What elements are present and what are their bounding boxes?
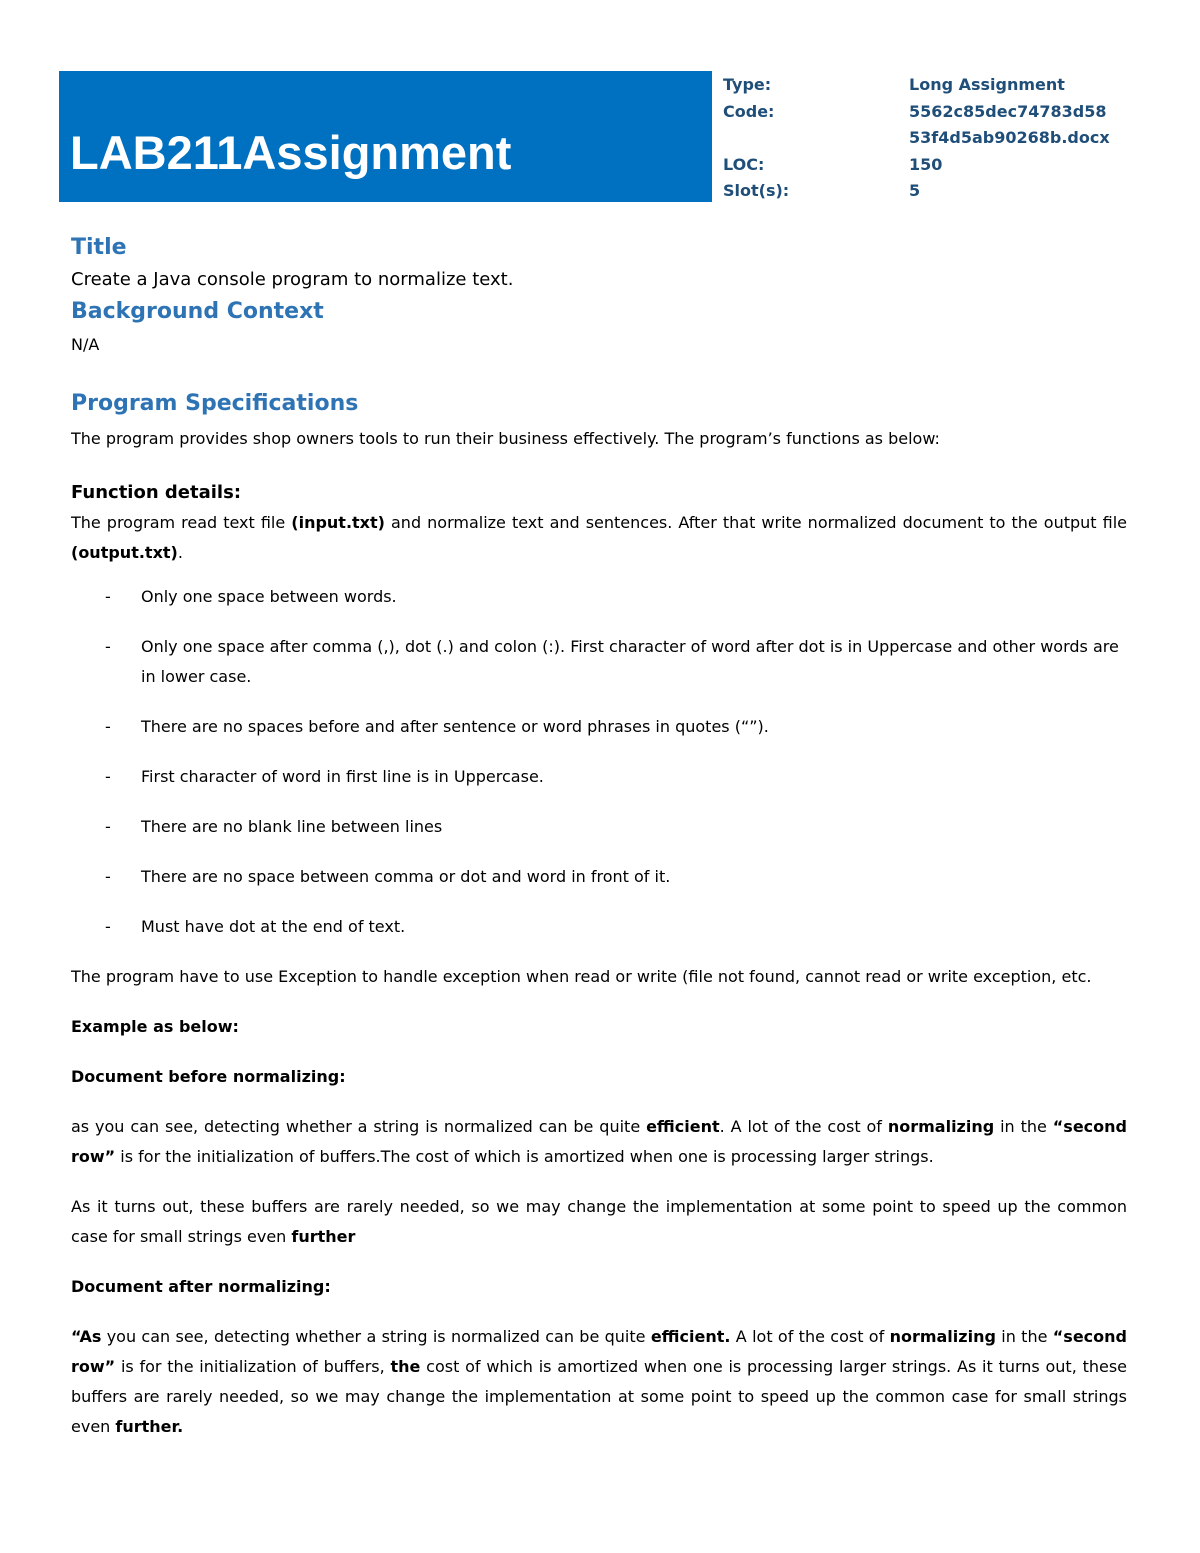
example-text: As it turns out, these buffers are rarely needed, so we may change the implementation at some point to speed up the common case for small strings even — [71, 1197, 1127, 1246]
assignment-meta — [723, 72, 1163, 205]
title-text: Create a Java console program to normalize text. — [71, 269, 514, 290]
dash-bullet: - — [105, 867, 111, 886]
example-text-bold: further — [291, 1227, 356, 1246]
exception-text: The program have to use Exception to handle exception when read or write (file not found, cannot read or write exception, etc. — [71, 967, 1092, 986]
rule-text: Only one space between words. — [141, 587, 397, 606]
rule-text: Must have dot at the end of text. — [141, 917, 406, 936]
meta-value: 5562c85dec74783d58 — [909, 101, 1107, 121]
example-text-bold: efficient — [646, 1117, 720, 1136]
output-filename: (output.txt) — [71, 543, 178, 562]
example-text: as you can see, detecting whether a string is normalized can be quite — [71, 1117, 647, 1136]
meta-label: Type: — [723, 75, 772, 94]
example-text-bold: normalizing — [889, 1327, 996, 1346]
meta-value: 53f4d5ab90268b.docx — [909, 128, 1110, 147]
function-details-heading: Function details: — [71, 482, 242, 503]
example-text-bold: “second row” — [71, 1327, 1127, 1376]
meta-value: Long Assignment — [909, 75, 1065, 94]
rule-text: There are no space between comma or dot and word in front of it. — [141, 867, 671, 886]
meta-value: 150 — [909, 154, 943, 174]
dash-bullet: - — [105, 917, 111, 936]
meta-row-type — [723, 72, 1163, 99]
example-text: is for the initialization of buffers, — [115, 1357, 391, 1376]
function-details-intro — [71, 508, 1127, 568]
example-text: in the — [994, 1117, 1053, 1136]
intro-text: and normalize text and sentences. After that write normalized document to the output file — [384, 513, 1127, 532]
rule-text: There are no spaces before and after sentence or word phrases in quotes (“”). — [141, 717, 769, 736]
list-item — [71, 632, 1127, 692]
title-banner — [59, 71, 712, 202]
rules-list — [71, 582, 1127, 942]
after-heading: Document after normalizing: — [71, 1277, 331, 1296]
background-text: N/A — [71, 335, 100, 354]
background-heading: Background Context — [71, 299, 324, 324]
before-heading: Document before normalizing: — [71, 1067, 346, 1086]
rule-text: There are no blank line between lines — [141, 817, 443, 836]
before-paragraph-2 — [71, 1192, 1127, 1252]
example-text: . A lot of the cost of — [719, 1117, 888, 1136]
rule-text: Only one space after comma (,), dot (.) and colon (:). First character of word after dot is in Uppercase and other words are in lower case. — [141, 637, 1119, 686]
example-text: you can see, detecting whether a string is normalized can be quite — [101, 1327, 651, 1346]
meta-label: Code: — [723, 101, 775, 121]
dash-bullet: - — [105, 587, 111, 606]
example-text: in the — [995, 1327, 1053, 1346]
example-heading: Example as below: — [71, 1017, 239, 1036]
example-text: A lot of the cost of — [730, 1327, 890, 1346]
dash-bullet: - — [105, 637, 111, 656]
after-paragraph — [71, 1322, 1127, 1442]
example-text-bold: “second row” — [71, 1117, 1127, 1166]
meta-row-loc — [723, 152, 1163, 179]
meta-row-code-cont — [723, 125, 1163, 152]
list-item — [71, 812, 1127, 842]
meta-value: 5 — [909, 181, 921, 200]
intro-text: The program read text file — [71, 513, 292, 532]
dash-bullet: - — [105, 817, 111, 836]
example-text: is for the initialization of buffers.The cost of which is amortized when one is processing larger strings. — [115, 1147, 934, 1166]
document-title: LAB211Assignment — [70, 126, 512, 179]
example-text-bold: “As — [71, 1327, 102, 1346]
title-heading: Title — [71, 235, 127, 260]
document-body — [71, 232, 1127, 1442]
intro-text: . — [177, 543, 183, 562]
list-item — [71, 912, 1127, 942]
input-filename: (input.txt) — [291, 513, 385, 532]
meta-row-slots — [723, 178, 1163, 205]
example-text-bold: further. — [115, 1417, 184, 1436]
before-paragraph-1 — [71, 1112, 1127, 1172]
rule-text: First character of word in first line is in Uppercase. — [141, 767, 544, 786]
meta-label — [723, 125, 909, 152]
dash-bullet: - — [105, 767, 111, 786]
list-item — [71, 582, 1127, 612]
example-text-bold: the — [390, 1357, 421, 1376]
meta-label: LOC: — [723, 154, 765, 174]
meta-label: Slot(s): — [723, 181, 790, 200]
example-text: cost of which is amortized when one is processing larger strings. As it turns out, these buffers are rarely needed, so we may change the implementation at some point to speed up the common case for small strings even — [71, 1357, 1128, 1436]
list-item — [71, 762, 1127, 792]
meta-row-code — [723, 99, 1163, 126]
spec-heading: Program Specifications — [71, 391, 359, 416]
list-item — [71, 712, 1127, 742]
example-text-bold: normalizing — [887, 1117, 995, 1136]
example-text-bold: efficient. — [650, 1327, 731, 1346]
list-item — [71, 862, 1127, 892]
spec-text: The program provides shop owners tools to run their business effectively. The program’s functions as below: — [71, 429, 940, 448]
dash-bullet: - — [105, 717, 111, 736]
